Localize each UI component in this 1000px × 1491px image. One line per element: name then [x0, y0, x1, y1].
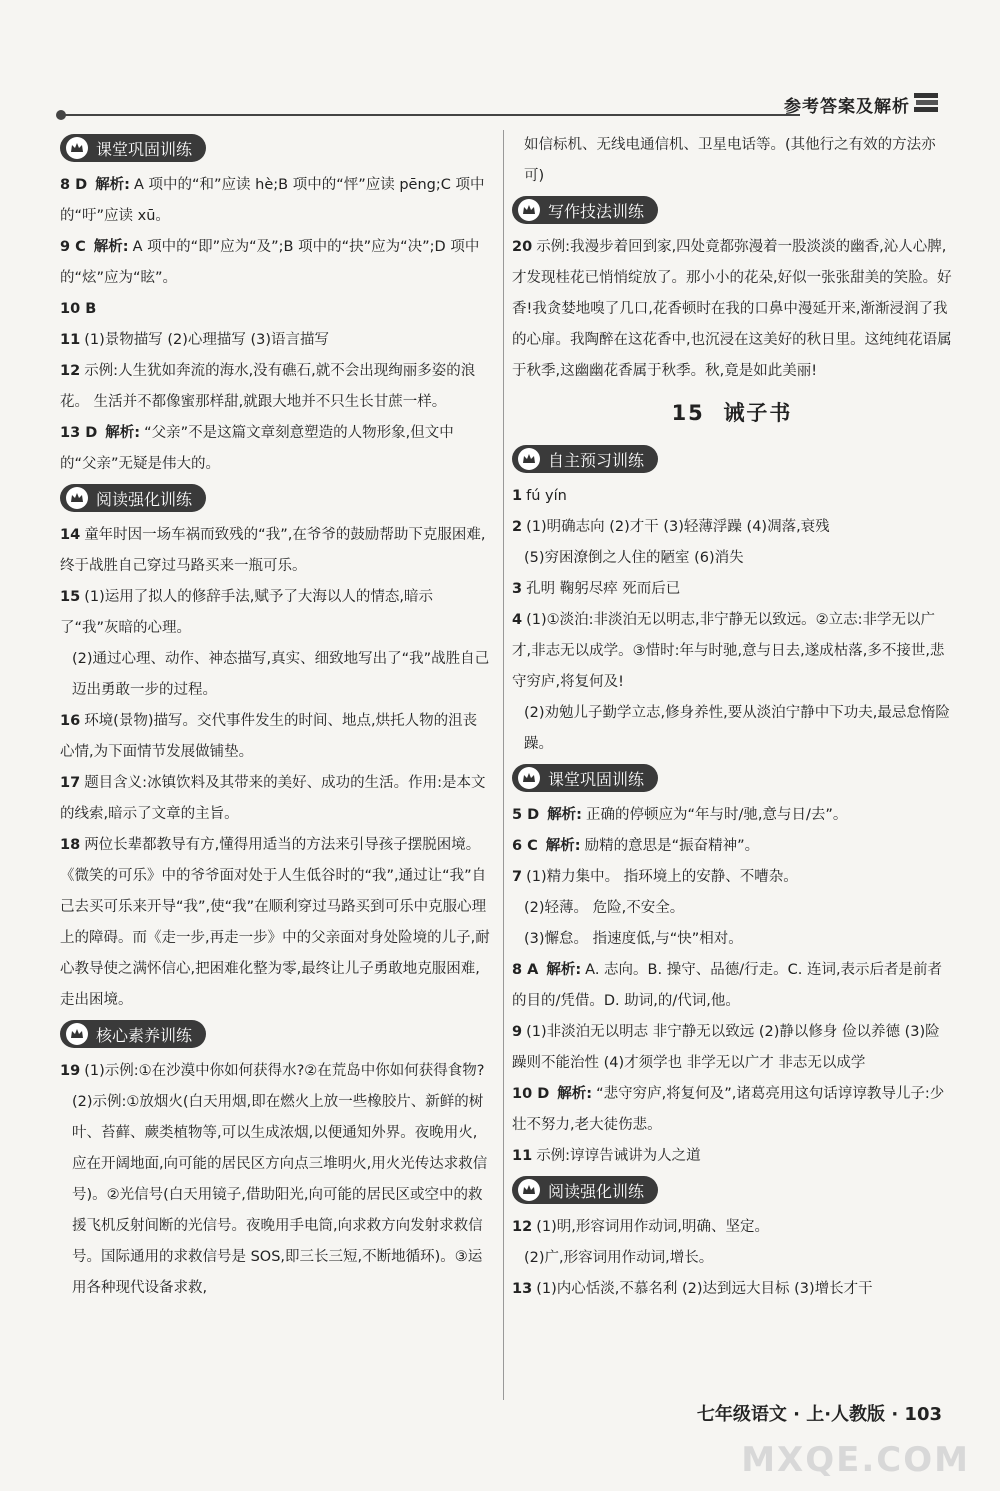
- answer-item: 16 环境(景物)描写。交代事件发生的时间、地点,烘托人物的沮丧心情,为下面情节发展做铺垫。: [60, 713, 478, 760]
- crown-icon: [518, 448, 540, 470]
- crown-icon: [518, 1179, 540, 1201]
- column-divider: [503, 130, 504, 1400]
- answer-item: (2)劝勉儿子勤学立志,修身养性,要从淡泊宁静中下功夫,最忌怠惰险躁。: [524, 705, 950, 752]
- crown-icon: [66, 1023, 88, 1045]
- crown-icon: [66, 487, 88, 509]
- answer-item: (2)轻薄。 危险,不安全。: [524, 900, 685, 916]
- answer-item: 9 (1)非淡泊无以明志 非宁静无以致远 (2)静以修身 俭以养德 (3)险躁则不能治性 (4)才须学也 非学无以广才 非志无以成学: [512, 1024, 940, 1071]
- answer-item: 20 示例:我漫步着回到家,四处竟都弥漫着一股淡淡的幽香,沁人心脾,才发现桂花已悄悄绽放了。那小小的花朵,好似一张张甜美的笑脸。好香!我贪婪地嗅了几口,花香顿时在我的口鼻中漫延开来,渐渐浸润了我的心扉。我陶醉在这花香中,也沉浸在这美好的秋日里。这纯纯花语属于秋季,这幽幽花香属于秋季。秋,竟是如此美丽!: [512, 239, 952, 379]
- section-header: 写作技法训练: [512, 196, 658, 224]
- section-header: 课堂巩固训练: [512, 764, 658, 792]
- header-title: 参考答案及解析: [784, 97, 910, 117]
- answer-item: 1 fú yín: [512, 488, 567, 504]
- answer-item: 4 (1)①淡泊:非淡泊无以明志,非宁静无以致远。②立志:非学无以广才,非志无以成学。③惜时:年与时驰,意与日去,遂成枯落,多不接世,悲守穷庐,将复何及!: [512, 612, 945, 690]
- section-header: 阅读强化训练: [60, 484, 206, 512]
- page-footer: 七年级语文 · 上·人教版 · 103: [696, 1404, 942, 1425]
- answer-item: 如信标机、无线电通信机、卫星电话等。(其他行之有效的方法亦可): [524, 137, 936, 184]
- answer-item: 13 (1)内心恬淡,不慕名利 (2)达到远大目标 (3)增长才干: [512, 1281, 873, 1297]
- answer-item: (2)通过心理、动作、神态描写,真实、细致地写出了“我”战胜自己迈出勇敢一步的过程。: [72, 651, 490, 698]
- answer-item: 13 D 解析: “父亲”不是这篇文章刻意塑造的人物形象,但文中的“父亲”无疑是伟大的。: [60, 425, 454, 472]
- answer-item: 12 示例:人生犹如奔流的海水,没有礁石,就不会出现绚丽多姿的浪花。 生活并不都像蜜那样甜,就跟大地并不只生长甘蔗一样。: [60, 363, 476, 410]
- answer-item: 3 孔明 鞠躬尽瘁 死而后已: [512, 581, 681, 597]
- answer-item: (3)懈怠。 指速度低,与“快”相对。: [524, 931, 743, 947]
- answer-item: 18 两位长辈都教导有方,懂得用适当的方法来引导孩子摆脱困境。《微笑的可乐》中的爷爷面对处于人生低谷时的“我”,通过让“我”自己去买可乐来开导“我”,使“我”在顺利穿过马路买到可乐中克服心理上的障碍。而《走一步,再走一步》中的父亲面对身处险境的儿子,耐心教导使之满怀信心,把困难化整为零,最终让儿子勇敢地克服困难,走出困境。: [60, 837, 490, 1008]
- answer-item: 6 C 解析: 励精的意思是“振奋精神”。: [512, 838, 760, 854]
- answer-item: 14 童年时因一场车祸而致残的“我”,在爷爷的鼓励帮助下克服困难,终于战胜自己穿过马路买来一瓶可乐。: [60, 527, 486, 574]
- answer-item: 15 (1)运用了拟人的修辞手法,赋予了大海以人的情态,暗示了“我”灰暗的心理。: [60, 589, 433, 636]
- watermark: MXQE.COM: [741, 1440, 970, 1480]
- crown-icon: [518, 767, 540, 789]
- header-rule: [60, 114, 800, 116]
- answer-item: 9 C 解析: A 项中的“即”应为“及”;B 项中的“抉”应为“决”;D 项中的“炫”应为“眩”。: [60, 239, 480, 286]
- crown-icon: [518, 199, 540, 221]
- section-header: 阅读强化训练: [512, 1176, 658, 1204]
- answer-item: 11 示例:谆谆告诫讲为人之道: [512, 1148, 701, 1164]
- right-column: [512, 130, 952, 1305]
- section-header: 核心素养训练: [60, 1020, 206, 1048]
- answer-item: (5)穷困潦倒之人住的陋室 (6)消失: [524, 550, 744, 566]
- answer-item: 10 B: [60, 301, 97, 317]
- answer-item: 2 (1)明确志向 (2)才干 (3)轻薄浮躁 (4)凋落,衰残: [512, 519, 830, 535]
- answer-item: 10 D 解析: “悲守穷庐,将复何及”,诸葛亮用这句话谆谆教导儿子:少壮不努力,老大徒伤悲。: [512, 1086, 945, 1133]
- answer-item: 17 题目含义:冰镇饮料及其带来的美好、成功的生活。作用:是本文的线索,暗示了文章的主旨。: [60, 775, 486, 822]
- answer-item: 11 (1)景物描写 (2)心理描写 (3)语言描写: [60, 332, 330, 348]
- left-column: [60, 130, 490, 1304]
- answer-item: 5 D 解析: 正确的停顿应为“年与时/驰,意与日/去”。: [512, 807, 848, 823]
- answer-item: 8 A 解析: A. 志向。B. 操守、品德/行走。C. 连词,表示后者是前者的目的/凭借。D. 助词,的/代词,他。: [512, 962, 943, 1009]
- answer-item: 19 (1)示例:①在沙漠中你如何获得水?②在荒岛中你如何获得食物?: [60, 1063, 485, 1079]
- lesson-title: 15 诫子书: [671, 401, 793, 425]
- answer-item: (2)示例:①放烟火(白天用烟,即在燃火上放一些橡胶片、新鲜的树叶、苔藓、蕨类植物等,可以生成浓烟,以便通知外界。夜晚用火,应在开阔地面,向可能的居民区方向点三堆明火,用火光传达求救信号)。②光信号(白天用镜子,借助阳光,向可能的居民区或空中的救援飞机反射间断的光信号。夜晚用手电筒,向求救方向发射求救信号。国际通用的求救信号是 SOS,即三长三短,不断地循环)。③运用各种现代设备求救,: [72, 1094, 488, 1296]
- answer-item: 7 (1)精力集中。 指环境上的安静、不嘈杂。: [512, 869, 798, 885]
- section-header: 自主预习训练: [512, 445, 658, 473]
- crown-icon: [66, 137, 88, 159]
- page-header: [60, 88, 940, 128]
- books-icon: [912, 90, 940, 116]
- answer-item: 8 D 解析: A 项中的“和”应读 hè;B 项中的“怦”应读 pēng;C 项中的“吁”应读 xū。: [60, 177, 485, 224]
- answer-item: 12 (1)明,形容词用作动词,明确、坚定。: [512, 1219, 769, 1235]
- section-header: 课堂巩固训练: [60, 134, 206, 162]
- answer-item: (2)广,形容词用作动词,增长。: [524, 1250, 714, 1266]
